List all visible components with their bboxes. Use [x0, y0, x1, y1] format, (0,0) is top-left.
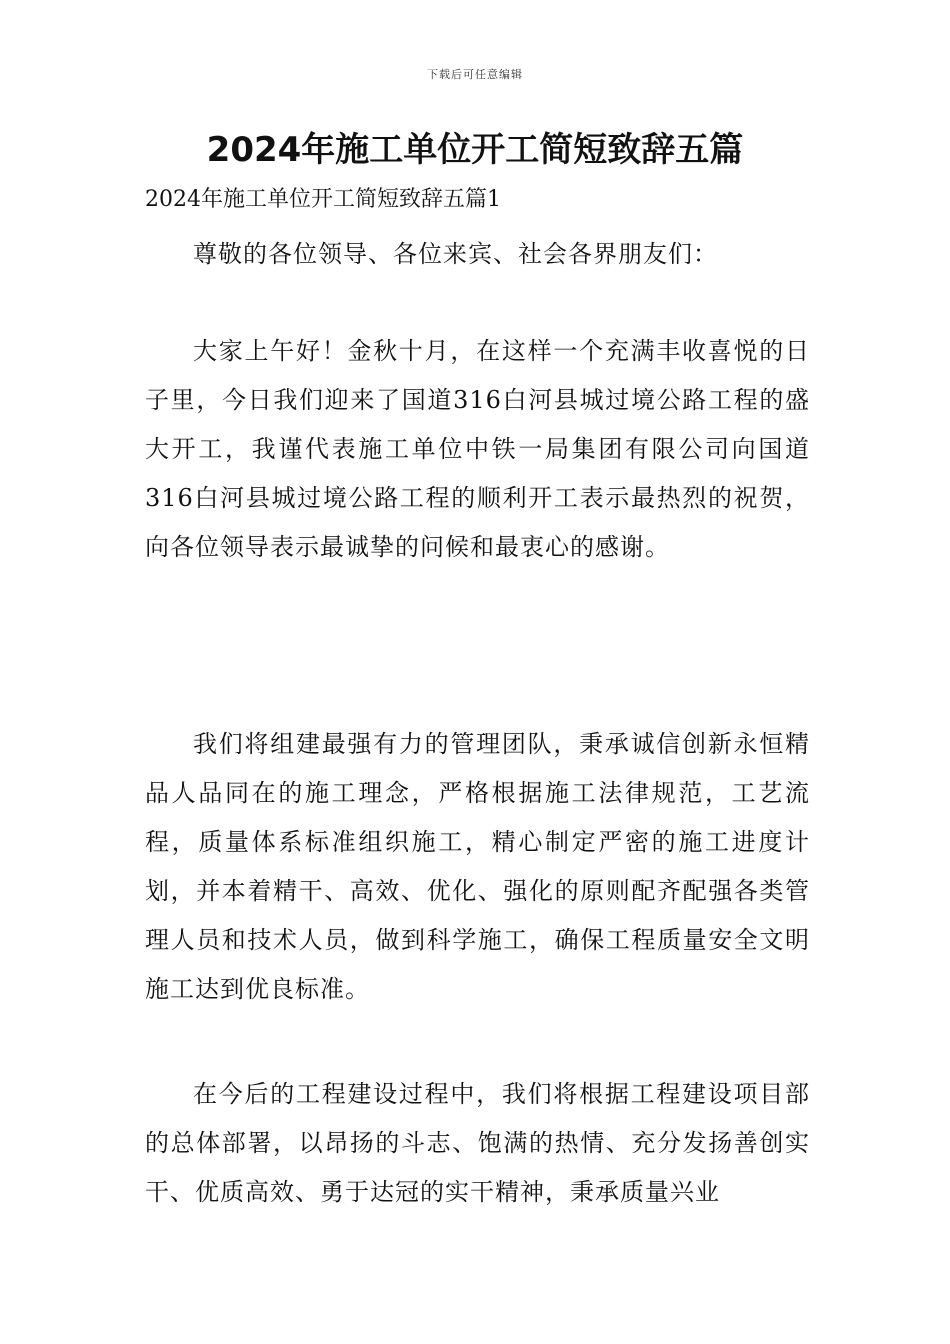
- paragraph-salutation: 尊敬的各位领导、各位来宾、社会各界朋友们：: [193, 240, 718, 268]
- paragraph: 在今后的工程建设过程中，我们将根据工程建设项目部的总体部署，以昂扬的斗志、饱满的热情、充分发扬善创实干、优质高效、勇于达冠的实干精神，秉承质量兴业: [145, 1080, 810, 1206]
- document-title: 2024年施工单位开工简短致辞五篇: [206, 130, 744, 170]
- paragraph: 我们将组建最强有力的管理团队，秉承诚信创新永恒精品人品同在的施工理念，严格根据施工法律规范，工艺流程，质量体系标准组织施工，精心制定严密的施工进度计划，并本着精干、高效、优化、强化的原则配齐配强各类管理人员和技术人员，做到科学施工，确保工程质量安全文明施工达到优良标准。: [145, 730, 810, 1003]
- header-note: 下载后可任意编辑: [427, 68, 523, 81]
- section-heading: 2024年施工单位开工简短致辞五篇1: [145, 187, 501, 212]
- paragraph: 大家上午好！金秋十月，在这样一个充满丰收喜悦的日子里，今日我们迎来了国道316白河县城过境公路工程的盛大开工，我谨代表施工单位中铁一局集团有限公司向国道316白河县城过境公路工程的顺利开工表示最热烈的祝贺，向各位领导表示最诚挚的问候和最衷心的感谢。: [145, 337, 810, 561]
